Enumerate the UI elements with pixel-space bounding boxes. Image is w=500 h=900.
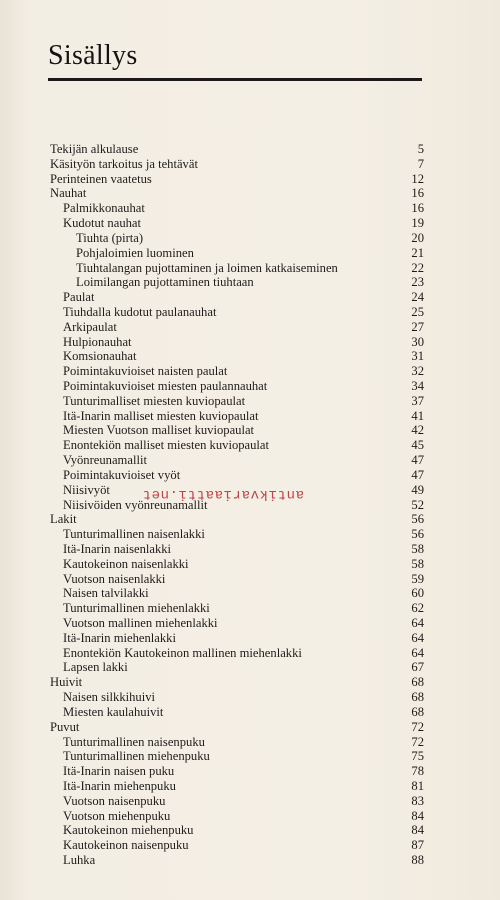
toc-entry-title: Lakit xyxy=(50,512,77,527)
toc-entry xyxy=(50,216,424,231)
toc-entry xyxy=(50,646,424,661)
toc-entry-title: Luhka xyxy=(63,853,96,867)
toc-entry xyxy=(50,320,424,335)
toc-page-number: 16 xyxy=(411,186,424,201)
toc-entry xyxy=(50,735,424,750)
toc-entry-title: Lapsen lakki xyxy=(63,660,128,675)
toc-entry-title: Kautokeinon naisenpuku xyxy=(63,838,189,853)
toc-entry-title: Tunturimalliset miesten kuviopaulat xyxy=(63,393,246,408)
toc-entry xyxy=(50,794,424,809)
toc-page-number: 25 xyxy=(411,304,424,319)
toc-entry xyxy=(50,379,424,394)
toc-entry xyxy=(50,157,424,172)
toc-entry xyxy=(50,572,424,587)
toc-page-number: 7 xyxy=(417,156,424,171)
toc-page-number: 58 xyxy=(411,556,424,571)
toc-page-number: 31 xyxy=(411,349,424,364)
toc-page-number: 62 xyxy=(411,601,424,616)
toc-entry-title: Tunturimallinen naisenpuku xyxy=(63,734,205,749)
toc-entry-title: Naisen silkkihuivi xyxy=(63,690,155,705)
toc-entry xyxy=(50,601,424,616)
toc-page-number: 34 xyxy=(411,379,424,393)
toc-entry xyxy=(50,838,424,853)
toc-page-number: 47 xyxy=(411,453,424,468)
toc-entry-title: Loimilangan pujottaminen tiuhtaan xyxy=(76,275,254,290)
toc-entry-title: Miesten kaulahuivit xyxy=(63,704,164,719)
toc-page-number: 68 xyxy=(411,675,424,690)
toc-entry xyxy=(50,690,424,705)
toc-entry xyxy=(50,423,424,438)
toc-entry xyxy=(50,527,424,542)
toc-entry-title: Vyönreunamallit xyxy=(63,453,147,468)
toc-entry-title: Poimintakuvioiset vyöt xyxy=(63,467,181,482)
toc-entry xyxy=(50,335,424,350)
toc-entry xyxy=(50,823,424,838)
toc-page-number: 19 xyxy=(411,216,424,231)
toc-page-number: 22 xyxy=(411,260,424,275)
toc-entry xyxy=(50,231,424,246)
toc-entry xyxy=(50,409,424,424)
toc-entry xyxy=(50,364,424,379)
toc-entry-title: Kautokeinon miehenpuku xyxy=(63,823,194,838)
toc-entry-title: Vuotson miehenpuku xyxy=(63,808,171,823)
toc-page-number: 87 xyxy=(411,838,424,853)
toc-entry-title: Paulat xyxy=(63,290,95,305)
toc-page-number: 52 xyxy=(411,497,424,512)
toc-entry-title: Tiuhdalla kudotut paulanauhat xyxy=(63,304,217,319)
toc-entry xyxy=(50,468,424,483)
toc-entry-title: Niisivöiden vyönreunamallit xyxy=(63,497,208,512)
toc-page-number: 21 xyxy=(411,245,424,260)
toc-page-number: 20 xyxy=(411,230,424,245)
toc-entry xyxy=(50,809,424,824)
toc-entry xyxy=(50,275,424,290)
toc-entry-title: Palmikkonauhat xyxy=(63,201,145,216)
toc-page-number: 72 xyxy=(411,719,424,734)
toc-entry xyxy=(50,631,424,646)
toc-page-number: 32 xyxy=(411,364,424,379)
toc-page-number: 81 xyxy=(411,778,424,793)
toc-entry-title: Hulpionauhat xyxy=(63,334,132,349)
table-of-contents xyxy=(50,142,424,868)
toc-entry-title: Tekijän alkulause xyxy=(50,142,139,156)
toc-entry-title: Tiuhta (pirta) xyxy=(76,230,144,245)
toc-entry-title: Itä-Inarin naisen puku xyxy=(63,764,175,779)
toc-entry xyxy=(50,764,424,779)
toc-page-number: 78 xyxy=(411,764,424,779)
toc-page-number: 67 xyxy=(411,660,424,675)
toc-entry xyxy=(50,586,424,601)
toc-entry xyxy=(50,349,424,364)
toc-entry-title: Nauhat xyxy=(50,186,87,201)
toc-entry-title: Itä-Inarin malliset miesten kuviopaulat xyxy=(63,408,259,423)
toc-entry-title: Miesten Vuotson malliset kuviopaulat xyxy=(63,423,255,438)
toc-entry-title: Tunturimallinen naisenlakki xyxy=(63,527,205,542)
toc-page-number: 64 xyxy=(411,630,424,645)
toc-page-number: 58 xyxy=(411,541,424,556)
toc-entry-title: Itä-Inarin miehenlakki xyxy=(63,630,176,645)
toc-page-number: 59 xyxy=(411,571,424,586)
toc-entry xyxy=(50,201,424,216)
toc-entry xyxy=(50,261,424,276)
toc-entry-title: Huivit xyxy=(50,675,83,690)
toc-page-number: 60 xyxy=(411,586,424,601)
toc-page-number: 41 xyxy=(411,408,424,423)
toc-entry-title: Naisen talvilakki xyxy=(63,586,149,601)
toc-entry-title: Käsityön tarkoitus ja tehtävät xyxy=(50,156,198,171)
watermark-stamp: antikvariaatti.net xyxy=(142,486,305,502)
toc-entry xyxy=(50,142,424,157)
toc-page-number: 84 xyxy=(411,808,424,823)
toc-page-number: 88 xyxy=(411,853,424,867)
toc-entry xyxy=(50,853,424,868)
toc-page-number: 83 xyxy=(411,793,424,808)
toc-page-number: 56 xyxy=(411,512,424,527)
toc-entry-title: Tiuhtalangan pujottaminen ja loimen katkaiseminen xyxy=(76,260,338,275)
toc-entry xyxy=(50,453,424,468)
toc-entry-title: Niisivyöt xyxy=(63,482,110,497)
toc-page-number: 47 xyxy=(411,467,424,482)
toc-entry xyxy=(50,749,424,764)
toc-page-number: 49 xyxy=(411,482,424,497)
toc-page-number: 27 xyxy=(411,319,424,334)
toc-entry-title: Kudotut nauhat xyxy=(63,216,141,231)
toc-entry-title: Vuotson naisenlakki xyxy=(63,571,166,586)
toc-entry xyxy=(50,675,424,690)
toc-entry-title: Kautokeinon naisenlakki xyxy=(63,556,189,571)
toc-entry xyxy=(50,512,424,527)
toc-entry xyxy=(50,705,424,720)
toc-entry-title: Komsionauhat xyxy=(63,349,137,364)
toc-entry xyxy=(50,542,424,557)
toc-entry xyxy=(50,438,424,453)
toc-entry xyxy=(50,305,424,320)
toc-entry-title: Vuotson mallinen miehenlakki xyxy=(63,616,218,630)
toc-entry-title: Enontekiön malliset miesten kuviopaulat xyxy=(63,438,270,453)
toc-entry-title: Tunturimallinen miehenpuku xyxy=(63,749,210,764)
toc-entry-title: Arkipaulat xyxy=(63,319,117,334)
toc-page-number: 30 xyxy=(411,334,424,349)
toc-entry xyxy=(50,246,424,261)
toc-entry-title: Itä-Inarin miehenpuku xyxy=(63,778,176,793)
toc-page-number: 42 xyxy=(411,423,424,438)
toc-entry-title: Itä-Inarin naisenlakki xyxy=(63,541,172,556)
toc-entry xyxy=(50,172,424,187)
toc-entry xyxy=(50,660,424,675)
title-underline xyxy=(48,78,422,81)
toc-page-number: 68 xyxy=(411,704,424,719)
toc-entry xyxy=(50,720,424,735)
toc-page-number: 64 xyxy=(411,645,424,660)
toc-page-number: 45 xyxy=(411,438,424,453)
toc-page-number: 68 xyxy=(411,690,424,705)
toc-page-number: 23 xyxy=(411,275,424,290)
toc-entry-title: Puvut xyxy=(50,719,80,734)
toc-entry-title: Vuotson naisenpuku xyxy=(63,793,166,808)
toc-page-number: 72 xyxy=(411,734,424,749)
toc-entry-title: Poimintakuvioiset naisten paulat xyxy=(63,364,228,379)
toc-entry xyxy=(50,616,424,631)
toc-page-number: 16 xyxy=(411,201,424,216)
toc-entry xyxy=(50,779,424,794)
page-title: Sisällys xyxy=(48,40,138,71)
toc-page-number: 12 xyxy=(411,171,424,186)
toc-page-number: 84 xyxy=(411,823,424,838)
toc-page-number: 64 xyxy=(411,616,424,630)
toc-page-number: 37 xyxy=(411,393,424,408)
toc-entry xyxy=(50,557,424,572)
toc-entry xyxy=(50,186,424,201)
toc-page-number: 5 xyxy=(417,142,424,156)
toc-entry-title: Tunturimallinen miehenlakki xyxy=(63,601,210,616)
toc-entry xyxy=(50,290,424,305)
toc-page-number: 75 xyxy=(411,749,424,764)
toc-entry-title: Enontekiön Kautokeinon mallinen miehenlakki xyxy=(63,645,302,660)
toc-entry-title: Pohjaloimien luominen xyxy=(76,245,194,260)
toc-page-number: 56 xyxy=(411,527,424,542)
toc-entry-title: Perinteinen vaatetus xyxy=(50,171,152,186)
toc-page-number: 24 xyxy=(411,290,424,305)
toc-entry xyxy=(50,394,424,409)
toc-entry-title: Poimintakuvioiset miesten paulannauhat xyxy=(63,379,268,393)
